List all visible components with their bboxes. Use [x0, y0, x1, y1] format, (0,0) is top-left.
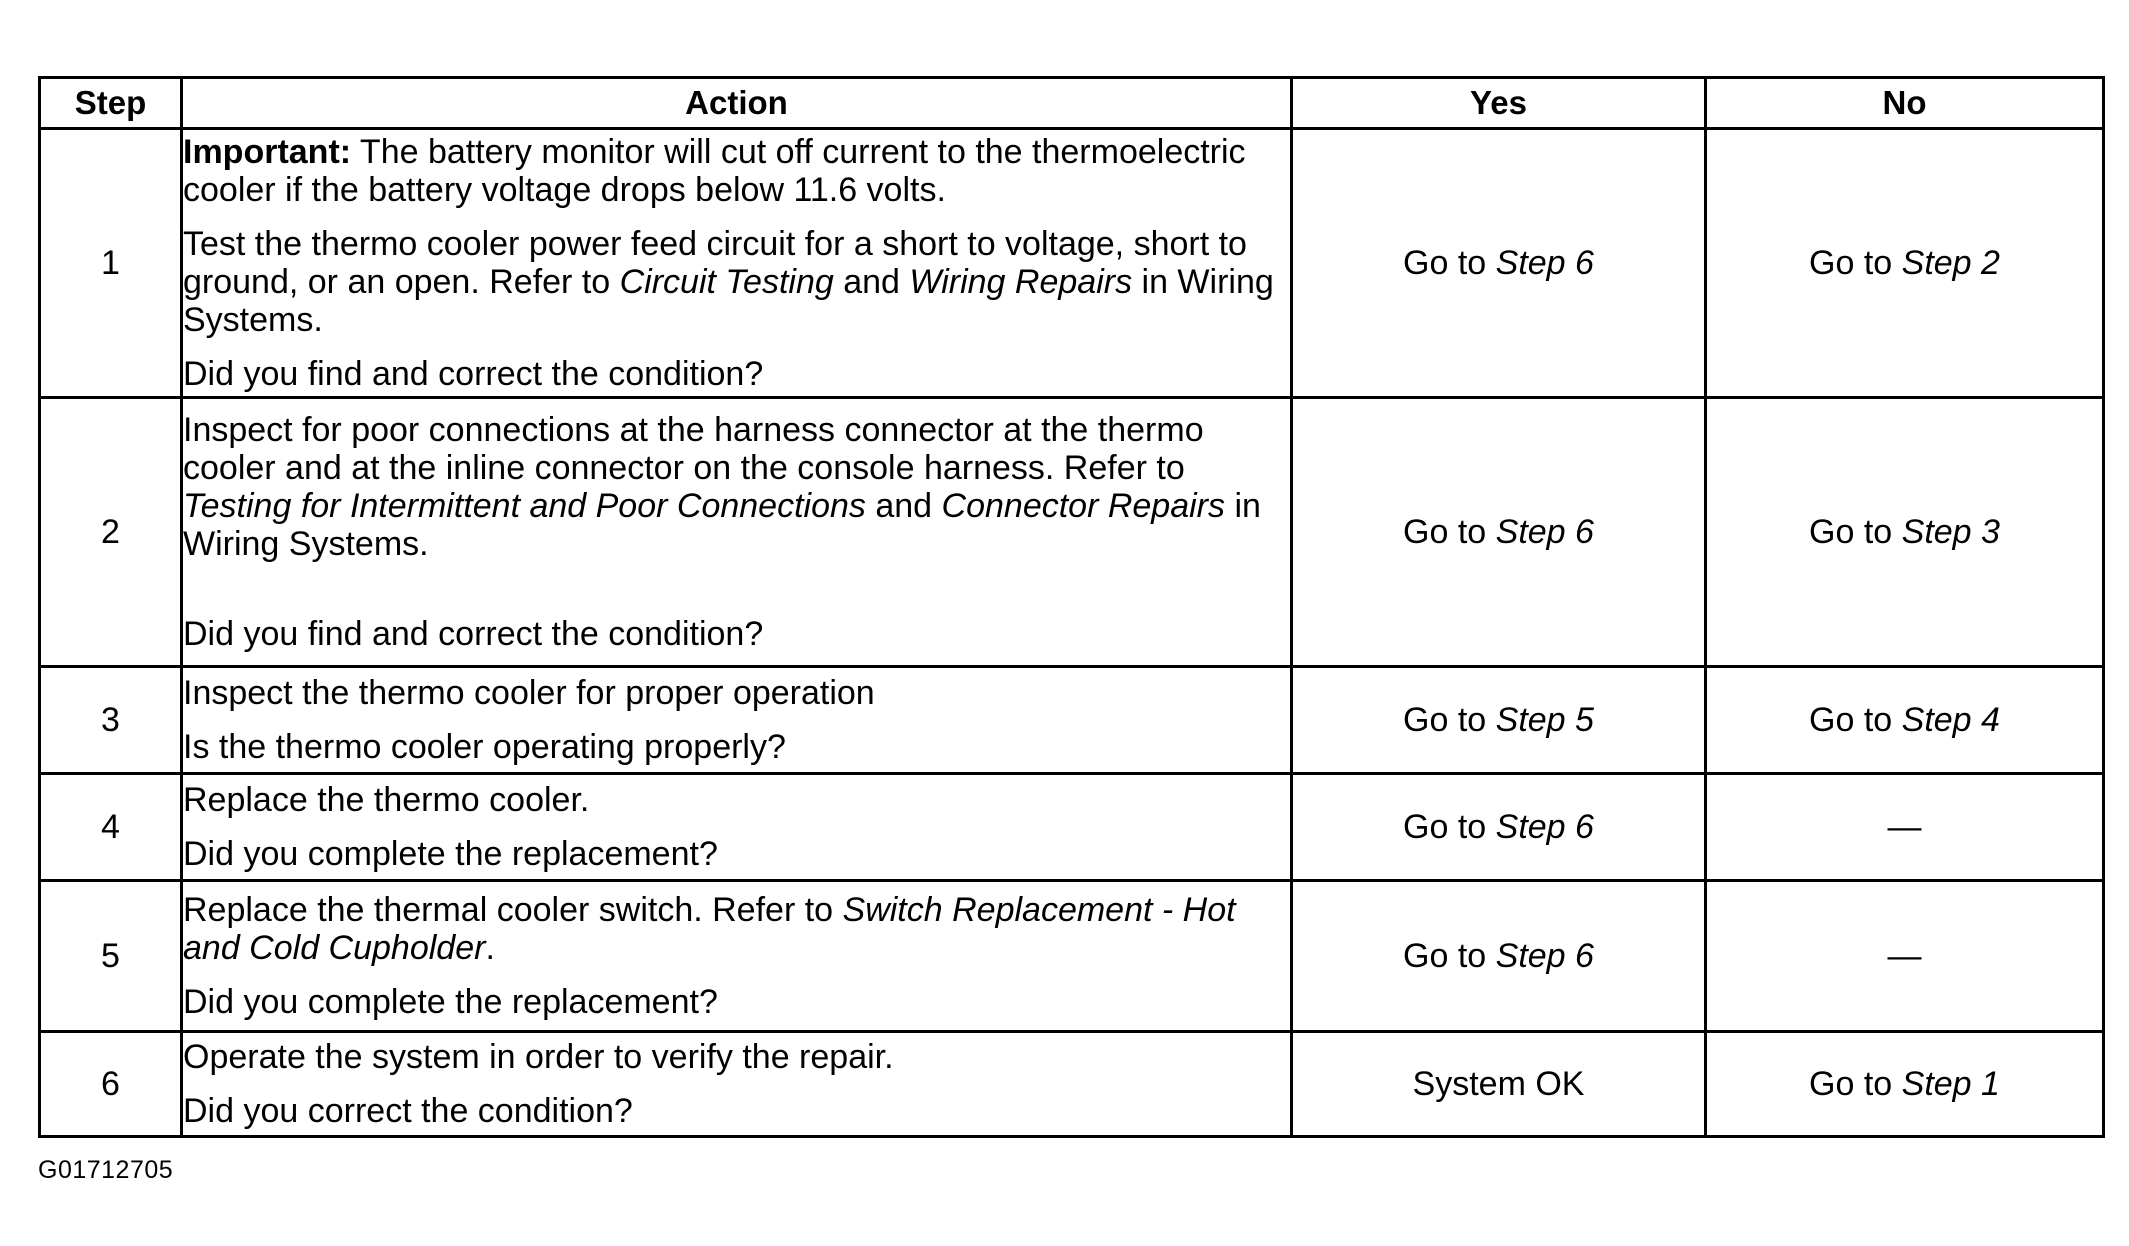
step-link[interactable]: Step 6 [1495, 807, 1594, 846]
action-text-part: in Wiring Systems. [183, 487, 1261, 563]
goto-prefix: Go to [1809, 243, 1902, 282]
header-no: No [1706, 78, 2104, 129]
step-link[interactable]: Step 6 [1495, 243, 1594, 282]
reference-link[interactable]: Circuit Testing [619, 263, 834, 301]
action-text: Replace the thermo cooler. [183, 781, 590, 819]
yes-cell [1292, 774, 1706, 881]
action-question: Did you complete the replacement? [183, 835, 718, 873]
table-row [40, 129, 2104, 398]
action-text [183, 411, 1290, 563]
step-number: 5 [40, 881, 182, 1032]
yes-cell [1292, 129, 1706, 398]
action-question: Did you find and correct the condition? [183, 615, 764, 653]
header-row [40, 78, 2104, 129]
table-row [40, 398, 2104, 667]
goto-prefix: Go to [1809, 512, 1902, 551]
step-number: 3 [40, 667, 182, 774]
header-step: Step [40, 78, 182, 129]
action-text-part: Test the thermo cooler power feed circuit for a short to voltage, short to ground, or an open. Refer to [183, 225, 1247, 301]
step-number: 6 [40, 1032, 182, 1137]
action-cell [182, 129, 1292, 398]
step-link[interactable]: Step 1 [1901, 1064, 2000, 1103]
figure-id: G01712705 [38, 1156, 174, 1184]
goto-prefix: Go to [1403, 512, 1496, 551]
table-row [40, 774, 2104, 881]
action-question: Did you complete the replacement? [183, 983, 718, 1021]
step-link[interactable]: Step 6 [1495, 512, 1594, 551]
no-cell [1706, 129, 2104, 398]
yes-cell [1292, 398, 1706, 667]
no-cell [1706, 1032, 2104, 1137]
goto-prefix: Go to [1403, 936, 1496, 975]
important-label: Important: [183, 133, 352, 171]
yes-cell [1292, 667, 1706, 774]
reference-link[interactable]: Wiring Repairs [909, 263, 1133, 301]
action-text-part: Inspect for poor connections at the harness connector at the thermo cooler and at the inline connector on the console harness. Refer to [183, 411, 1204, 487]
header-yes: Yes [1292, 78, 1706, 129]
action-text-part: in Wiring Systems. [183, 263, 1274, 339]
action-text-part: and [865, 487, 942, 525]
goto-prefix: Go to [1403, 807, 1496, 846]
goto-prefix: Go to [1403, 243, 1496, 282]
action-text [183, 225, 1290, 339]
table-row [40, 1032, 2104, 1137]
action-cell [182, 881, 1292, 1032]
step-link[interactable]: Step 2 [1901, 243, 2000, 282]
action-question: Did you correct the condition? [183, 1092, 633, 1130]
table-row [40, 667, 2104, 774]
reference-link[interactable]: Connector Repairs [941, 487, 1226, 525]
step-link[interactable]: Step 4 [1901, 700, 2000, 739]
yes-cell: System OK [1292, 1032, 1706, 1137]
no-cell [1706, 667, 2104, 774]
table-row [40, 881, 2104, 1032]
yes-cell [1292, 881, 1706, 1032]
important-note [183, 133, 1290, 209]
action-question: Is the thermo cooler operating properly? [183, 728, 786, 766]
no-cell: — [1706, 881, 2104, 1032]
step-link[interactable]: Step 5 [1495, 700, 1594, 739]
step-number: 2 [40, 398, 182, 667]
step-link[interactable]: Step 6 [1495, 936, 1594, 975]
step-number: 1 [40, 129, 182, 398]
step-number: 4 [40, 774, 182, 881]
reference-link[interactable]: Switch Replacement - Hot and Cold Cupholder [183, 891, 1236, 967]
action-cell [182, 774, 1292, 881]
goto-prefix: Go to [1809, 1064, 1902, 1103]
action-cell [182, 1032, 1292, 1137]
action-text: Inspect the thermo cooler for proper operation [183, 674, 875, 712]
no-cell [1706, 398, 2104, 667]
action-text [183, 891, 1290, 967]
action-question: Did you find and correct the condition? [183, 355, 764, 393]
action-cell [182, 667, 1292, 774]
action-text-part: Replace the thermal cooler switch. Refer to [183, 891, 843, 929]
goto-prefix: Go to [1403, 700, 1496, 739]
action-text-part: and [833, 263, 910, 301]
step-link[interactable]: Step 3 [1901, 512, 2000, 551]
diagnostic-steps-table [38, 76, 2105, 1138]
header-action: Action [182, 78, 1292, 129]
action-text-part: . [485, 929, 495, 967]
action-cell [182, 398, 1292, 667]
action-text: Operate the system in order to verify the repair. [183, 1038, 894, 1076]
no-cell: — [1706, 774, 2104, 881]
important-text: The battery monitor will cut off current to the thermoelectric cooler if the battery voltage drops below 11.6 volts. [183, 133, 1246, 209]
goto-prefix: Go to [1809, 700, 1902, 739]
reference-link[interactable]: Testing for Intermittent and Poor Connections [183, 487, 866, 525]
